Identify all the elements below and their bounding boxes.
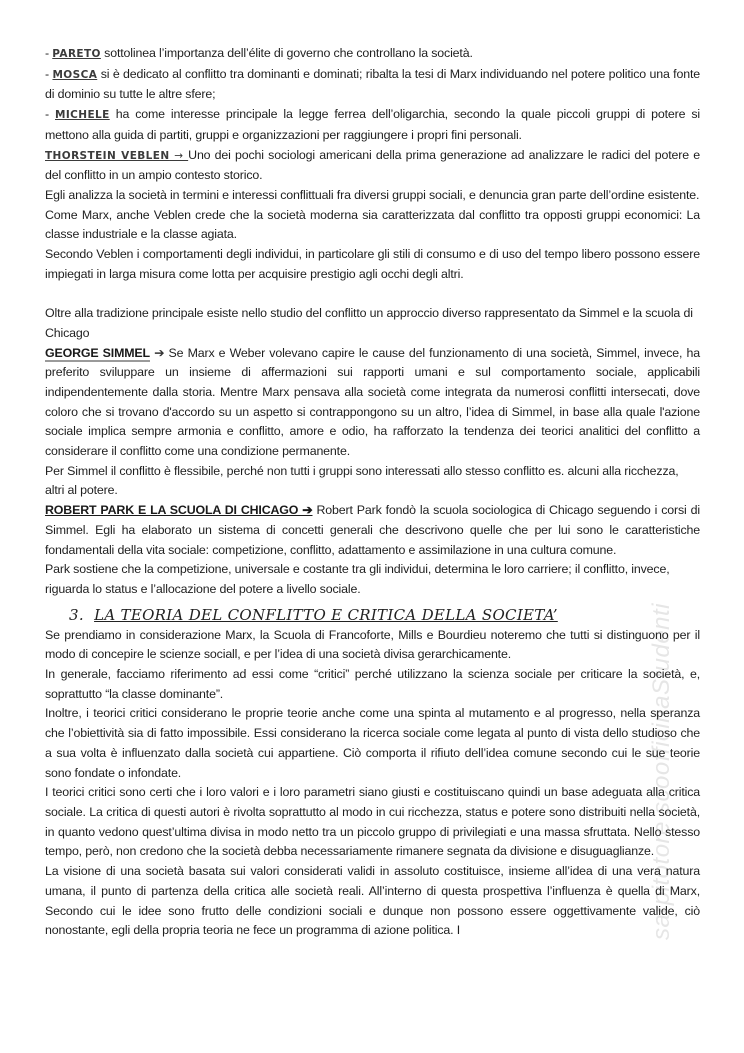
section-title: LA TEORIA DEL CONFLITTO E CRITICA DELLA SOCIETA’: [94, 605, 558, 624]
section-paragraph-3: Inoltre, i teorici critici considerano le proprie teorie anche come una spinta al mutamento e al progresso, nella speranza che l’obiettività sia di fatto impossibile. Essi considerano la ricerca sociale come legata al punto di vista dello studioso che a sua volta è influenzato dalla società cui appartiene. Ciò comporta il rifiuto dell’idea comune secondo cui le sue teorie sono fondate o infondate.: [45, 706, 700, 780]
simmel-paragraph-1: GEORGE SIMMEL ➔ Se Marx e Weber volevano capire le cause del funzionamento di una società, Simmel, invece, ha preferito sviluppare un insieme di affermazioni sui rapporti umani e sul comportamento sociale, applicabili indipendentemente dalla storia. Mentre Marx pensava alla società come integrata da numerosi conflitti intersecati, dove coloro che si trovano d'accordo su un aspetto si contrappongono su un altro, l’idea di Simmel, in base alla quale l'azione sociale implica sempre armonia e conflitto, amore e odio, ha rafforzato la tendenza dei teorici analitici del conflitto a considerare il conflitto come una condizione permanente.: [45, 345, 700, 459]
veblen-paragraph-2: Egli analizza la società in termini e interessi conflittuali fra diversi gruppi sociali, e denuncia gran parte dell’ordine esistente.: [45, 187, 700, 202]
name-michele: MICHELE: [55, 109, 110, 122]
veblen-paragraph-1: THORSTEIN VEBLEN → Uno dei pochi sociologi americani della prima generazione ad analizzare le radici del potere e del conflitto in un ampio contesto storico.: [45, 147, 700, 183]
list-item-michele: - MICHELE ha come interesse principale la legge ferrea dell’oligarchia, secondo la quale piccoli gruppi di potere si mettono alla guida di partiti, gruppi e organizzazioni per raggiungere i propri fini personali.: [45, 107, 700, 142]
park-heading: ROBERT PARK E LA SCUOLA DI CHICAGO ➔: [45, 503, 313, 518]
simmel-paragraph-2: Per Simmel il conflitto è flessibile, perché non tutti i gruppi sono interessati allo stesso conflitto es. alcuni alla ricchezza, altri al potere.: [45, 463, 679, 498]
section-paragraph-1: Se prendiamo in considerazione Marx, la Scuola di Francoforte, Mills e Bourdieu noteremo che tutti si distinguono per il modo di concepire le scienze sociall, e per l’idea di una società divisa gerarchicamente.: [45, 627, 700, 662]
section-paragraph-5: La visione di una società basata sui valori considerati validi in assoluto costituisce, insieme all’idea di una vera natura umana, il punto di partenza della critica alle società reali. All’interno di questa prospettiva l’influenza è quella di Marx, Secondo cui le idee sono frutto delle condizioni sociali e dunque non possono essere oggettivamente valide, ciò nonostante, egli della propria teoria ne fece un programma di azione politica. I: [45, 864, 700, 938]
veblen-paragraph-4: Secondo Veblen i comportamenti degli individui, in particolare gli stili di consumo e di uso del tempo libero possono essere impiegati in larga misura come lotta per acquisire prestigio agli occhi degli altri.: [45, 247, 700, 281]
section-number: 3.: [69, 605, 84, 624]
arrow-icon: ➔: [149, 345, 169, 360]
document-page: [45, 44, 700, 941]
section-paragraph-2: In generale, facciamo riferimento ad essi come “critici” perché utilizzano la scienza sociale per criticare la società, e, soprattutto “la classe dominante”.: [45, 667, 700, 701]
intro-paragraph: Oltre alla tradizione principale esiste nello studio del conflitto un approccio diverso rappresentato da Simmel e la scuola di Chicago: [45, 306, 693, 340]
list-item-mosca: - MOSCA si è dedicato al conflitto tra dominanti e dominati; ribalta la tesi di Marx individuando nel potere politico una fonte di dominio su tutte le altre sfere;: [45, 66, 700, 102]
park-paragraph-2: Park sostiene che la competizione, universale e costante tra gli individui, determina le loro carriere; il conflitto, invece, riguarda lo status e l’allocazione del potere a livello sociale.: [45, 562, 670, 596]
park-paragraph-1: ROBERT PARK E LA SCUOLA DI CHICAGO ➔ Robert Park fondò la scuola sociologica di Chicago seguendo i corsi di Simmel. Egli ha elaborato un sistema di concetti generali che descrivono quelle che per lui sono le caratteristiche fondamentali della vita sociale: competizione, conflitto, adattamento e assimilazione in una cultura comune.: [45, 503, 700, 557]
spacer: [45, 284, 700, 304]
veblen-paragraph-3: Come Marx, anche Veblen crede che la società moderna sia caratterizzata dal conflitto tra opposti gruppi economici: La classe industriale e la classe agiata.: [45, 207, 700, 242]
arrow-icon: →: [169, 149, 189, 162]
section-heading: [69, 604, 700, 626]
simmel-heading: GEORGE SIMMEL: [45, 345, 150, 360]
veblen-heading: THORSTEIN VEBLEN: [45, 149, 170, 162]
name-mosca: MOSCA: [52, 68, 98, 81]
section-paragraph-4: I teorici critici sono certi che i loro valori e i loro parametri siano giusti e costituiscano quindi un base adeguata alla critica sociale. La critica di questi autori è rivolta soprattutto al modo in cui ricchezza, status e potere sono distribuiti nella società, in quanto vedono quest’ultima divisa in modo netto tra un piccolo gruppo di privilegiati e una massa sfruttata. Nello stesso tempo, però, non credono che la società debba necessariamente rimanere segnata da divisione e disuguaglianze.: [45, 785, 700, 859]
list-item-pareto: - PARETO sottolinea l’importanza dell’élite di governo che controllano la società.: [45, 46, 473, 60]
name-pareto: PARETO: [52, 48, 101, 60]
watermark: sarpitotore scoofficinaStudenti: [648, 602, 675, 940]
